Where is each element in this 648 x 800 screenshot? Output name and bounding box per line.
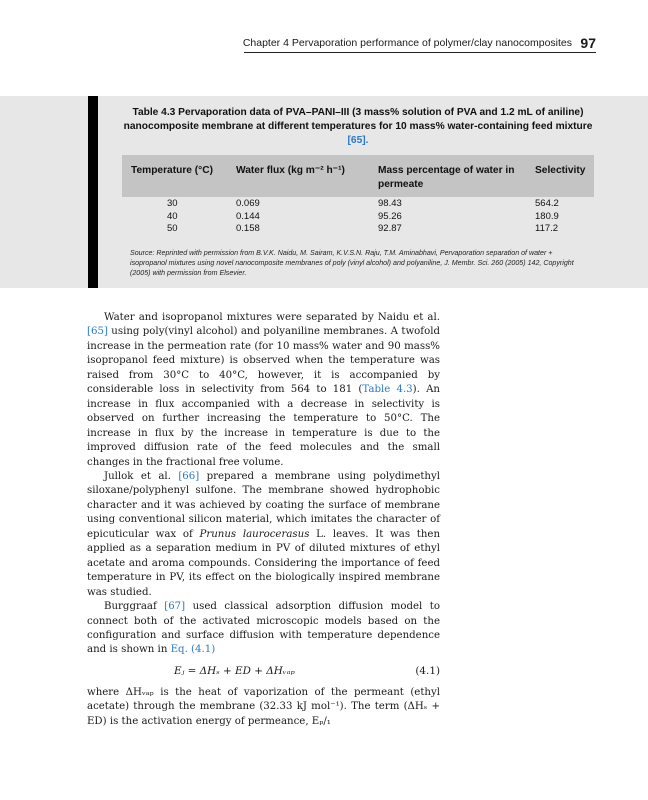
column-header-temperature: Temperature (°C) — [131, 165, 214, 176]
table-row — [122, 223, 594, 236]
equation-block — [87, 662, 440, 686]
equation-number: (4.1) — [415, 664, 440, 677]
page-number: 97 — [580, 35, 596, 51]
table-body — [122, 198, 594, 236]
text-run: using poly(vinyl alcohol) and polyaniline membranes. A twofold increase in the permeation rate (for 10 mass% water and 90 mass% isopropanol feed mixture) is observed when the temperature was raised from 30°C to 40°C, however, it is accompanied by considerable loss in selectivity from 564 to 181 ( — [87, 326, 440, 396]
cell-water-flux: 0.069 — [236, 198, 260, 209]
paragraph-3 — [87, 600, 440, 658]
table-row — [122, 211, 594, 224]
text-run: Jullok et al. — [104, 470, 179, 482]
header-rule — [244, 52, 596, 53]
running-header — [0, 36, 648, 50]
citation-link-66[interactable]: [66] — [178, 470, 200, 482]
species-name: Prunus laurocerasus — [199, 528, 310, 540]
cell-temperature: 50 — [167, 223, 178, 234]
column-header-water-flux: Water flux (kg m⁻² h⁻¹) — [236, 165, 345, 176]
paragraph-1 — [87, 311, 440, 470]
text-run: ). An increase in flux accompanied with a decrease in selectivity is observed on further increasing the temperature to 50°C. The increase in flux by the increase in temperature is due to the improved diffusion rate of the feed molecules and the small changes in the fractional free volume. — [87, 384, 440, 468]
text-run: Water and isopropanol mixtures were separated by Naidu et al. — [104, 312, 440, 323]
paragraph-4: where ΔHᵥₐₚ is the heat of vaporization of the permeant (ethyl acetate) through the membrane (32.33 kJ mol⁻¹). The term (ΔHₛ + ED) is the activation energy of permeance, Eₚ/₁ — [87, 686, 440, 727]
equation: Eⱼ = ΔHₛ + ED + ΔHᵥₐₚ — [174, 664, 295, 677]
text-run: used classical adsorption diffusion model to connect both of the activated microscopic models based on the configuration and surface diffusion with temperature dependence and is shown in — [87, 601, 440, 656]
cell-selectivity: 180.9 — [535, 210, 559, 222]
column-header-mass-percentage: Mass percentage of water in permeate — [378, 165, 515, 190]
body-text — [87, 311, 440, 729]
citation-link-67[interactable]: [67] — [164, 601, 186, 613]
cell-mass-percentage: 92.87 — [378, 223, 402, 234]
paragraph-2 — [87, 470, 440, 600]
cell-water-flux: 0.158 — [236, 223, 260, 234]
cell-selectivity: 117.2 — [535, 223, 559, 234]
table-4-3-link[interactable]: Table 4.3 — [362, 384, 413, 396]
cell-water-flux: 0.144 — [236, 210, 260, 222]
table-header — [122, 155, 594, 197]
running-title: Chapter 4 Pervaporation performance of polymer/clay nanocomposites — [242, 37, 572, 49]
table-side-bar — [88, 96, 98, 288]
column-header-selectivity: Selectivity — [535, 165, 586, 176]
table-source-note: Source: Reprinted with permission from B.V.K. Naidu, M. Sairam, K.V.S.N. Raju, T.M. Aminabhavi, Pervaporation separation of water + isopropanol mixtures using novel nanocomposite membranes of poly (vinyl alcohol) and polyaniline, J. Membr. Sci. 260 (2005) 142, Copyright (2005) with permission from Elsevier. — [130, 249, 574, 277]
table-caption-reference[interactable]: [65]. — [347, 135, 369, 146]
citation-link-65[interactable]: [65] — [87, 326, 108, 338]
table-caption-text: Table 4.3 Pervaporation data of PVA–PANI–III (3 mass% solution of PVA and 1.2 mL of aniline) nanocomposite membrane at different temperatures for 10 mass% water-containing feed mixture — [123, 107, 593, 132]
text-run: Burggraaf — [104, 601, 165, 613]
equation-4-1-link[interactable]: Eq. (4.1) — [170, 644, 216, 656]
cell-temperature: 40 — [167, 210, 178, 222]
cell-mass-percentage: 95.26 — [378, 210, 402, 222]
cell-mass-percentage: 98.43 — [378, 198, 402, 209]
text-run: L. leaves. It was then applied as a separation medium in PV of diluted mixtures of ethyl acetate and aroma compounds. Considering the importance of feed temperature in PV, its effect on the biologically inspired membrane was studied. — [87, 528, 440, 598]
table-caption — [122, 106, 594, 148]
table-row — [122, 198, 594, 211]
cell-selectivity: 564.2 — [535, 198, 559, 209]
text-run: prepared a membrane using polydimethyl siloxane/polyphenyl sulfone. The membrane showed hydrophobic character and it was achieved by coating the surface of membrane using conventional silicon material, which imitates the character of epicuticular wax of — [87, 470, 440, 540]
cell-temperature: 30 — [167, 198, 178, 209]
